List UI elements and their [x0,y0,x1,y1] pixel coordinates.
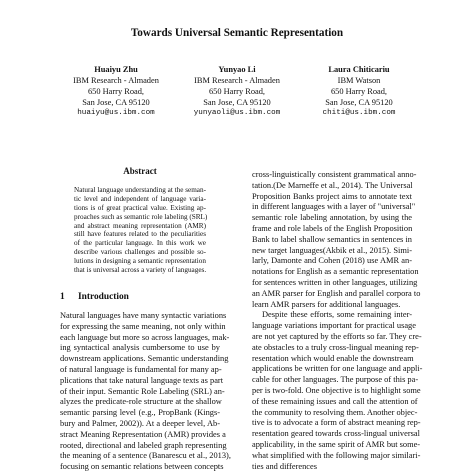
author-name: Laura Chiticariu [328,65,390,74]
body-line: semantic parsing level (e.g., PropBank (Kings- [60,408,220,418]
section-title: Introduction [78,292,129,302]
body-line: Bank to label shallow semantics in sentences in [252,234,412,244]
abstract-line: that is universal across a variety of languages. [74,266,207,275]
body-line: of these remaining issues and call the attention of [252,396,418,406]
body-line: Natural languages have many syntactic variations [60,311,227,320]
body-line: plications that take natural language texts as part [60,375,224,385]
author-street: 650 Harry Road, [330,87,388,97]
body-line: bury and Palmer, 2002)). At a deeper level, Ab- [60,418,220,428]
abstract-line: tions is of great practical value. Existing ap- [74,203,206,212]
abstract-line: of the particular language. In this work we [74,239,206,248]
body-line: of their input. Semantic Role Labeling (SRL) an- [60,386,225,396]
abstract-line: still have features related to the peculiarities [74,230,206,239]
body-line: rooted, directional and labeled graph representing [60,440,227,450]
author-name: Yunyao Li [218,65,256,74]
author-block-3 [289,64,429,119]
abstract-line: proaches such as semantic role labeling (SRL) [74,212,208,221]
body-line: for expressing the same meaning, not only within [60,321,226,331]
body-line: the meaning of a sentence (Banarescu et al., 2013), [60,451,231,461]
body-line: of natural language is fundamental for many ap- [60,364,222,374]
author-email[interactable]: chiti@us.ibm.com [322,109,396,118]
body-line: are not yet captured by the efforts so far. They cre- [252,331,422,341]
author-block-1 [46,64,186,119]
body-line: ties and differences [252,461,317,471]
body-line: the community to resolving them. Another objec- [252,407,418,417]
body-line: larly, Damonte and Cohen (2018) use AMR an- [252,256,412,266]
abstract-line: tic level and independent of language varia- [74,194,206,203]
right-column-text [252,170,423,472]
author-affiliation: IBM Research - Almaden [73,76,159,86]
body-line: tation.(De Marneffe et al., 2014). The Universal [252,180,413,190]
section-number: 1 [60,292,65,302]
section-heading [60,292,129,302]
abstract-heading: Abstract [123,166,157,176]
body-line: ing syntactical analysis cumbersome to use by [60,343,220,353]
author-city: San Jose, CA 95120 [82,98,150,108]
body-line: an AMR parser for English and parallel corpora to [252,288,421,298]
abstract-body [74,186,206,275]
author-block-2 [167,64,307,119]
body-line: resentation geared towards cross-lingual universal [252,429,420,439]
body-line: frame and role labels of the English Proposition [252,223,413,233]
abstract-line: Natural language understanding at the seman- [74,186,206,194]
body-line: stract Meaning Representation (AMR) provides a [60,429,226,439]
body-line: resentation which would enable the downstream [252,353,414,363]
abstract-line: describe various challenges and possible so- [74,248,206,257]
body-line: tive is to advocate a form of abstract meaning rep- [252,418,421,428]
author-name: Huaiyu Zhu [94,65,138,74]
author-street: 650 Harry Road, [208,87,266,97]
author-city: San Jose, CA 95120 [325,98,393,108]
body-line: applicability, in the same spirit of AMR but some- [252,439,421,449]
body-line: for sentences written in other languages, utilizing [252,277,418,287]
body-line: in different languages with a layer of "universal" [252,202,416,212]
author-affiliation: IBM Watson [337,76,381,86]
body-line: per is two-fold. One objective is to highlight some [252,385,421,395]
body-line: what simplified with the following major similari- [252,450,421,460]
body-line: cross-linguistically consistent grammatical anno- [252,170,417,179]
author-affiliation: IBM Research - Almaden [194,76,280,86]
body-line: alyzes the predicate-role structure at the shallow [60,397,222,407]
left-column-text [60,311,231,473]
body-line: new target languages(Akbik et al., 2015). Simi- [252,245,412,255]
author-email[interactable]: yunyaoli@us.ibm.com [193,109,281,118]
author-email[interactable]: huaiyu@us.ibm.com [77,109,155,118]
body-line: focusing on semantic relations between concepts [60,462,224,472]
body-line: language variations important for practical usage [252,321,416,331]
body-line: cable for other languages. The purpose of this pa- [252,375,419,385]
paper-title: Towards Universal Semantic Representation [130,27,344,39]
author-city: San Jose, CA 95120 [203,98,271,108]
body-line: applications be written for one language and appli- [252,364,423,374]
body-line: downstream applications. Semantic understanding [60,354,229,364]
author-street: 650 Harry Road, [87,87,145,97]
abstract-line: and abstract meaning representation (AMR) [74,221,206,230]
body-line: notations for English as a semantic representation [252,267,419,277]
body-line: ate obstacles to a truly cross-lingual meaning rep- [252,342,419,352]
body-line: Proposition Banks project aims to annotate text [252,191,412,201]
body-line: Despite these efforts, some remaining inter- [262,310,412,320]
body-line: each language but more so across languages, mak- [60,332,230,342]
body-line: semantic role labeling annotation, by using the [252,213,412,223]
abstract-line: lutions in designing a semantic representation [74,257,206,266]
body-line: learn AMR parsers for additional languages. [252,299,401,309]
